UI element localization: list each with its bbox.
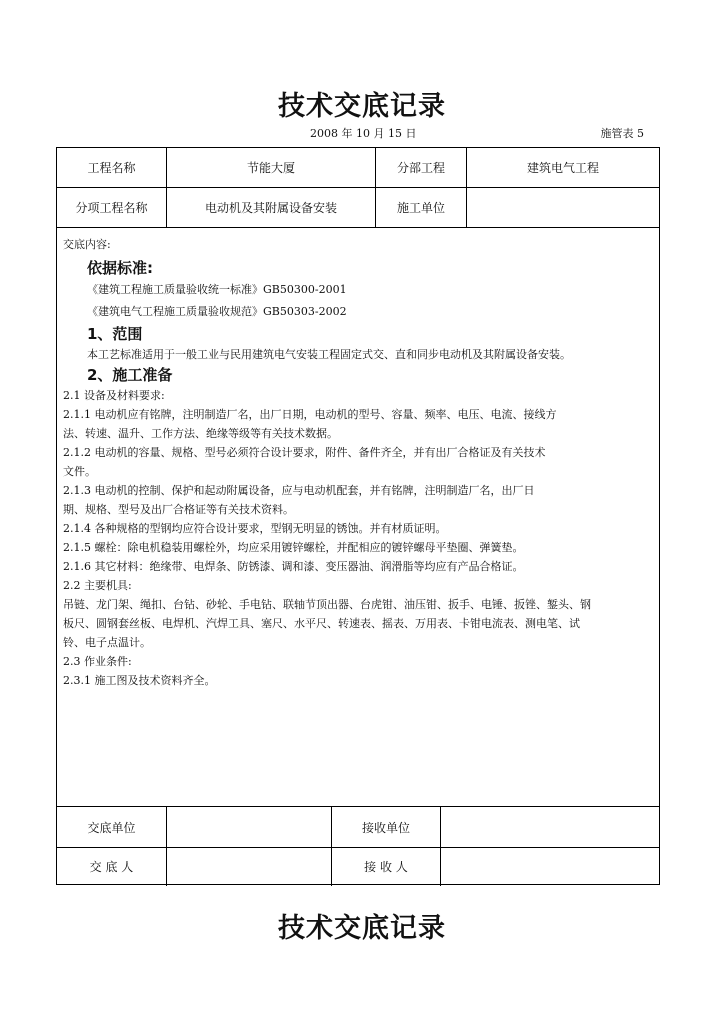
prep-line: 2.3 作业条件: (63, 655, 132, 668)
standard-item: 《建筑工程施工质量验收统一标准》GB50300-2001 (87, 283, 347, 296)
giver-person-label: 交 底 人 (89, 859, 134, 874)
subitem-value: 电动机及其附属设备安装 (204, 201, 337, 215)
content-label: 交底内容: (63, 238, 111, 251)
briefing-content (63, 236, 655, 690)
scope-text: 本工艺标准适用于一般工业与民用建筑电气安装工程固定式交、直和同步电动机及其附属设备安装。 (87, 348, 571, 361)
receiver-person-label: 接 收 人 (364, 859, 408, 874)
division-value: 建筑电气工程 (526, 161, 599, 175)
row-divider (57, 227, 659, 228)
prep-line: 2.1.3 电动机的控制、保护和起动附属设备，应与电动机配套，并有铭牌，注明制造厂名，出厂日 (63, 484, 535, 497)
receiver-unit-value (441, 807, 659, 847)
project-name-label: 工程名称 (87, 161, 136, 175)
prep-line: 板尺、圆钢套丝板、电焊机、汽焊工具、塞尺、水平尺、转速表、摇表、万用表、卡钳电流表、测电笔、试 (63, 617, 580, 630)
prep-line: 期、规格、型号及出厂合格证等有关技术资料。 (63, 503, 294, 516)
prep-heading: 2、施工准备 (87, 366, 173, 384)
page-title: 技术交底记录 (278, 91, 446, 122)
project-name-value: 节能大厦 (246, 161, 295, 175)
subitem-label: 分项工程名称 (75, 201, 148, 215)
standard-item: 《建筑电气工程施工质量验收规范》GB50303-2002 (87, 305, 347, 318)
prep-line: 文件。 (63, 465, 96, 478)
prep-line: 2.3.1 施工图及技术资料齐全。 (63, 674, 216, 687)
giver-person-value (167, 848, 331, 884)
division-label: 分部工程 (396, 161, 445, 175)
prep-line: 2.1.5 螺栓：除电机稳装用螺栓外，均应采用镀锌螺栓，并配相应的镀锌螺母平垫圈、弹簧垫。 (63, 541, 524, 554)
prep-line: 2.1 设备及材料要求: (63, 389, 165, 402)
prep-line: 2.1.1 电动机应有铭牌，注明制造厂名，出厂日期，电动机的型号、容量、频率、电压、电流、接线方 (63, 408, 557, 421)
scope-heading: 1、范围 (87, 325, 143, 343)
construction-unit-label: 施工单位 (396, 201, 445, 215)
prep-line: 法、转速、温升、工作方法、绝缘等级等有关技术数据。 (63, 427, 338, 440)
record-date: 2008 年 10 月 15 日 (310, 127, 417, 140)
form-number: 施管表 5 (600, 127, 644, 140)
prep-line: 吊链、龙门架、绳扣、台钻、砂轮、手电钻、联轴节顶出器、台虎钳、油压钳、扳手、电锤、扳锉、錾头、钢 (63, 598, 591, 611)
giver-unit-label: 交底单位 (87, 820, 136, 835)
prep-lines (63, 386, 655, 690)
prep-line: 2.2 主要机具: (63, 579, 132, 592)
prep-line: 2.1.4 各种规格的型钢均应符合设计要求，型钢无明显的锈蚀。并有材质证明。 (63, 522, 447, 535)
construction-unit-value (467, 188, 659, 227)
prep-line: 铃、电子点温计。 (63, 636, 151, 649)
receiver-person-value (441, 848, 659, 884)
next-page-title: 技术交底记录 (278, 913, 446, 944)
prep-line: 2.1.6 其它材料：绝缘带、电焊条、防锈漆、调和漆、变压器油、润滑脂等均应有产品合格证。 (63, 560, 524, 573)
record-table (56, 147, 660, 885)
receiver-unit-label: 接收单位 (361, 820, 410, 835)
giver-unit-value (167, 807, 331, 847)
basis-heading: 依据标准: (87, 259, 153, 277)
prep-line: 2.1.2 电动机的容量、规格、型号必须符合设计要求，附件、备件齐全，并有出厂合格证及有关技术 (63, 446, 546, 459)
